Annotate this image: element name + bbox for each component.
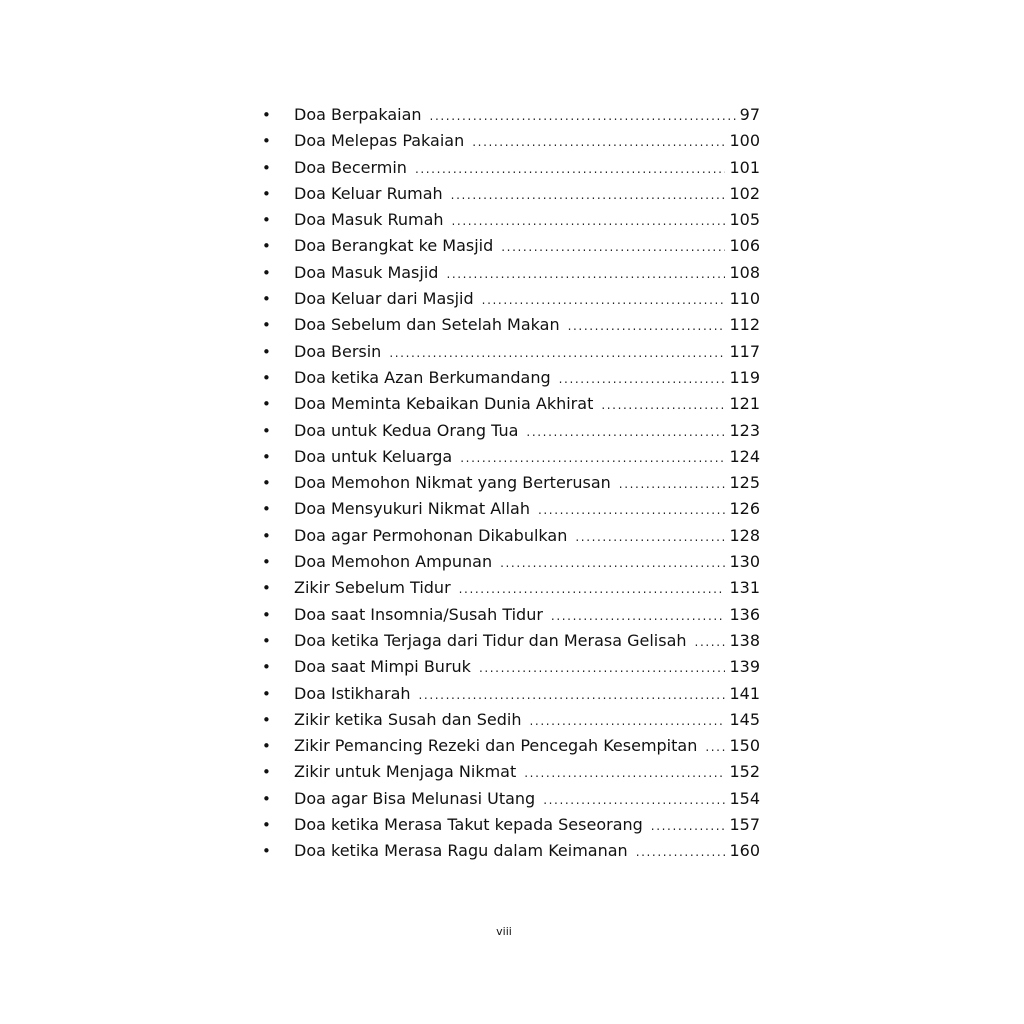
dot-leader	[619, 471, 726, 497]
toc-entry-page: 152	[729, 762, 760, 782]
toc-entry-page: 97	[739, 105, 760, 124]
toc-entry-page: 145	[729, 709, 760, 729]
toc-entry-page: 121	[729, 394, 760, 414]
toc-entry-title: Doa agar Bisa Melunasi Utang	[294, 788, 536, 808]
toc-entry	[262, 391, 760, 417]
toc-entry-title: Doa Memohon Ampunan	[294, 552, 493, 572]
dot-leader	[575, 524, 725, 550]
table-of-contents	[262, 102, 760, 865]
dot-leader	[452, 208, 726, 234]
toc-entry-title: Doa agar Permohonan Dikabulkan	[294, 525, 568, 545]
toc-entry-title: Doa ketika Azan Berkumandang	[294, 367, 551, 387]
toc-entry-page: 136	[729, 604, 760, 624]
bullet-icon: •	[262, 737, 271, 756]
toc-entry	[262, 523, 760, 549]
toc-entry	[262, 812, 760, 838]
toc-entry	[262, 759, 760, 785]
toc-entry	[262, 733, 760, 759]
dot-leader	[501, 234, 725, 260]
bullet-icon: •	[262, 842, 271, 861]
toc-entry	[262, 470, 760, 496]
toc-entry-title: Doa Meminta Kebaikan Dunia Akhirat	[294, 394, 594, 414]
toc-entry-title: Doa Masuk Masjid	[294, 262, 439, 282]
bullet-icon: •	[262, 368, 271, 387]
dot-leader	[460, 445, 725, 471]
bullet-icon: •	[262, 342, 271, 361]
toc-entry-page: 125	[729, 473, 760, 493]
dot-leader	[389, 340, 725, 366]
toc-entry	[262, 128, 760, 154]
page-number: viii	[496, 925, 512, 938]
dot-leader	[601, 392, 725, 418]
toc-entry-page: 117	[729, 341, 760, 361]
toc-entry-page: 112	[729, 315, 760, 335]
dot-leader	[472, 129, 725, 155]
toc-entry-title: Doa Masuk Rumah	[294, 210, 444, 230]
toc-entry-page: 126	[729, 499, 760, 519]
toc-entry-page: 123	[729, 420, 760, 440]
toc-entry-title: Doa Keluar Rumah	[294, 183, 443, 203]
dot-leader	[651, 813, 726, 839]
bullet-icon: •	[262, 658, 271, 677]
toc-entry	[262, 233, 760, 259]
bullet-icon: •	[262, 526, 271, 545]
bullet-icon: •	[262, 816, 271, 835]
toc-entry-page: 101	[729, 157, 760, 177]
toc-entry-page: 131	[729, 578, 760, 598]
bullet-icon: •	[262, 290, 271, 309]
toc-entry	[262, 838, 760, 864]
toc-entry	[262, 339, 760, 365]
bullet-icon: •	[262, 106, 271, 124]
toc-entry	[262, 602, 760, 628]
dot-leader	[559, 366, 726, 392]
toc-entry-title: Zikir Pemancing Rezeki dan Pencegah Kesempitan	[294, 736, 698, 756]
toc-entry	[262, 444, 760, 470]
dot-leader	[459, 576, 726, 602]
dot-leader	[526, 419, 725, 445]
toc-entry	[262, 654, 760, 680]
dot-leader	[636, 839, 726, 865]
toc-entry-page: 130	[729, 552, 760, 572]
toc-entry-title: Zikir untuk Menjaga Nikmat	[294, 762, 517, 782]
toc-entry-page: 128	[729, 525, 760, 545]
dot-leader	[446, 261, 725, 287]
toc-entry-title: Zikir Sebelum Tidur	[294, 578, 451, 598]
bullet-icon: •	[262, 263, 271, 282]
toc-entry-title: Doa Sebelum dan Setelah Makan	[294, 315, 560, 335]
dot-leader	[568, 313, 726, 339]
toc-entry	[262, 418, 760, 444]
dot-leader	[479, 655, 726, 681]
toc-entry-page: 150	[729, 736, 760, 756]
toc-entry	[262, 365, 760, 391]
bullet-icon: •	[262, 395, 271, 414]
toc-entry	[262, 549, 760, 575]
dot-leader	[551, 603, 726, 629]
toc-entry-title: Doa saat Insomnia/Susah Tidur	[294, 604, 543, 624]
toc-entry-page: 110	[729, 289, 760, 309]
toc-entry-title: Doa Keluar dari Masjid	[294, 289, 474, 309]
dot-leader	[419, 682, 726, 708]
toc-entry	[262, 681, 760, 707]
toc-entry-title: Doa Melepas Pakaian	[294, 131, 465, 151]
toc-entry-page: 154	[729, 788, 760, 808]
bullet-icon: •	[262, 605, 271, 624]
toc-entry	[262, 496, 760, 522]
toc-entry-page: 124	[729, 446, 760, 466]
dot-leader	[482, 287, 726, 313]
toc-entry-page: 106	[729, 236, 760, 256]
toc-entry-title: Doa Memohon Nikmat yang Berterusan	[294, 473, 611, 493]
dot-leader	[705, 734, 725, 760]
toc-entry-title: Doa Istikharah	[294, 683, 411, 703]
toc-entry-title: Doa ketika Merasa Ragu dalam Keimanan	[294, 841, 628, 861]
bullet-icon: •	[262, 421, 271, 440]
bullet-icon: •	[262, 684, 271, 703]
toc-entry-page: 138	[729, 630, 760, 650]
dot-leader	[530, 708, 726, 734]
dot-leader	[538, 497, 725, 523]
toc-entry-title: Doa Berpakaian	[294, 105, 422, 124]
toc-entry	[262, 207, 760, 233]
toc-entry-title: Doa Berangkat ke Masjid	[294, 236, 494, 256]
toc-entry-page: 157	[729, 815, 760, 835]
bullet-icon: •	[262, 710, 271, 729]
dot-leader	[430, 103, 736, 129]
bullet-icon: •	[262, 211, 271, 230]
bullet-icon: •	[262, 789, 271, 808]
toc-entry-title: Zikir ketika Susah dan Sedih	[294, 709, 522, 729]
dot-leader	[543, 787, 725, 813]
toc-entry-title: Doa untuk Kedua Orang Tua	[294, 420, 519, 440]
toc-entry	[262, 181, 760, 207]
toc-entry-page: 160	[729, 841, 760, 861]
toc-entry-title: Doa Mensyukuri Nikmat Allah	[294, 499, 530, 519]
toc-entry	[262, 260, 760, 286]
bullet-icon: •	[262, 237, 271, 256]
toc-entry-page: 100	[729, 131, 760, 151]
toc-entry-title: Doa ketika Merasa Takut kepada Seseorang	[294, 815, 643, 835]
bullet-icon: •	[262, 500, 271, 519]
bullet-icon: •	[262, 579, 271, 598]
bullet-icon: •	[262, 763, 271, 782]
toc-entry	[262, 312, 760, 338]
bullet-icon: •	[262, 553, 271, 572]
dot-leader	[524, 760, 725, 786]
toc-entry	[262, 628, 760, 654]
toc-entry-page: 119	[729, 367, 760, 387]
toc-entry	[262, 786, 760, 812]
bullet-icon: •	[262, 474, 271, 493]
toc-entry-page: 141	[729, 683, 760, 703]
toc-entry-page: 139	[729, 657, 760, 677]
toc-entry-title: Doa saat Mimpi Buruk	[294, 657, 471, 677]
toc-entry-page: 108	[729, 262, 760, 282]
toc-entry-page: 102	[729, 183, 760, 203]
toc-entry-title: Doa untuk Keluarga	[294, 446, 453, 466]
bullet-icon: •	[262, 447, 271, 466]
toc-entry	[262, 575, 760, 601]
bullet-icon: •	[262, 132, 271, 151]
bullet-icon: •	[262, 158, 271, 177]
dot-leader	[451, 182, 726, 208]
bullet-icon: •	[262, 316, 271, 335]
toc-entry-title: Doa Becermin	[294, 157, 407, 177]
toc-entry-title: Doa Bersin	[294, 341, 382, 361]
toc-entry	[262, 707, 760, 733]
toc-entry-page: 105	[729, 210, 760, 230]
toc-entry	[262, 155, 760, 181]
bullet-icon: •	[262, 631, 271, 650]
toc-entry	[262, 286, 760, 312]
dot-leader	[500, 550, 725, 576]
dot-leader	[695, 629, 726, 655]
dot-leader	[415, 156, 726, 182]
bullet-icon: •	[262, 184, 271, 203]
toc-entry-title: Doa ketika Terjaga dari Tidur dan Merasa Gelisah	[294, 630, 687, 650]
toc-entry	[262, 102, 760, 128]
